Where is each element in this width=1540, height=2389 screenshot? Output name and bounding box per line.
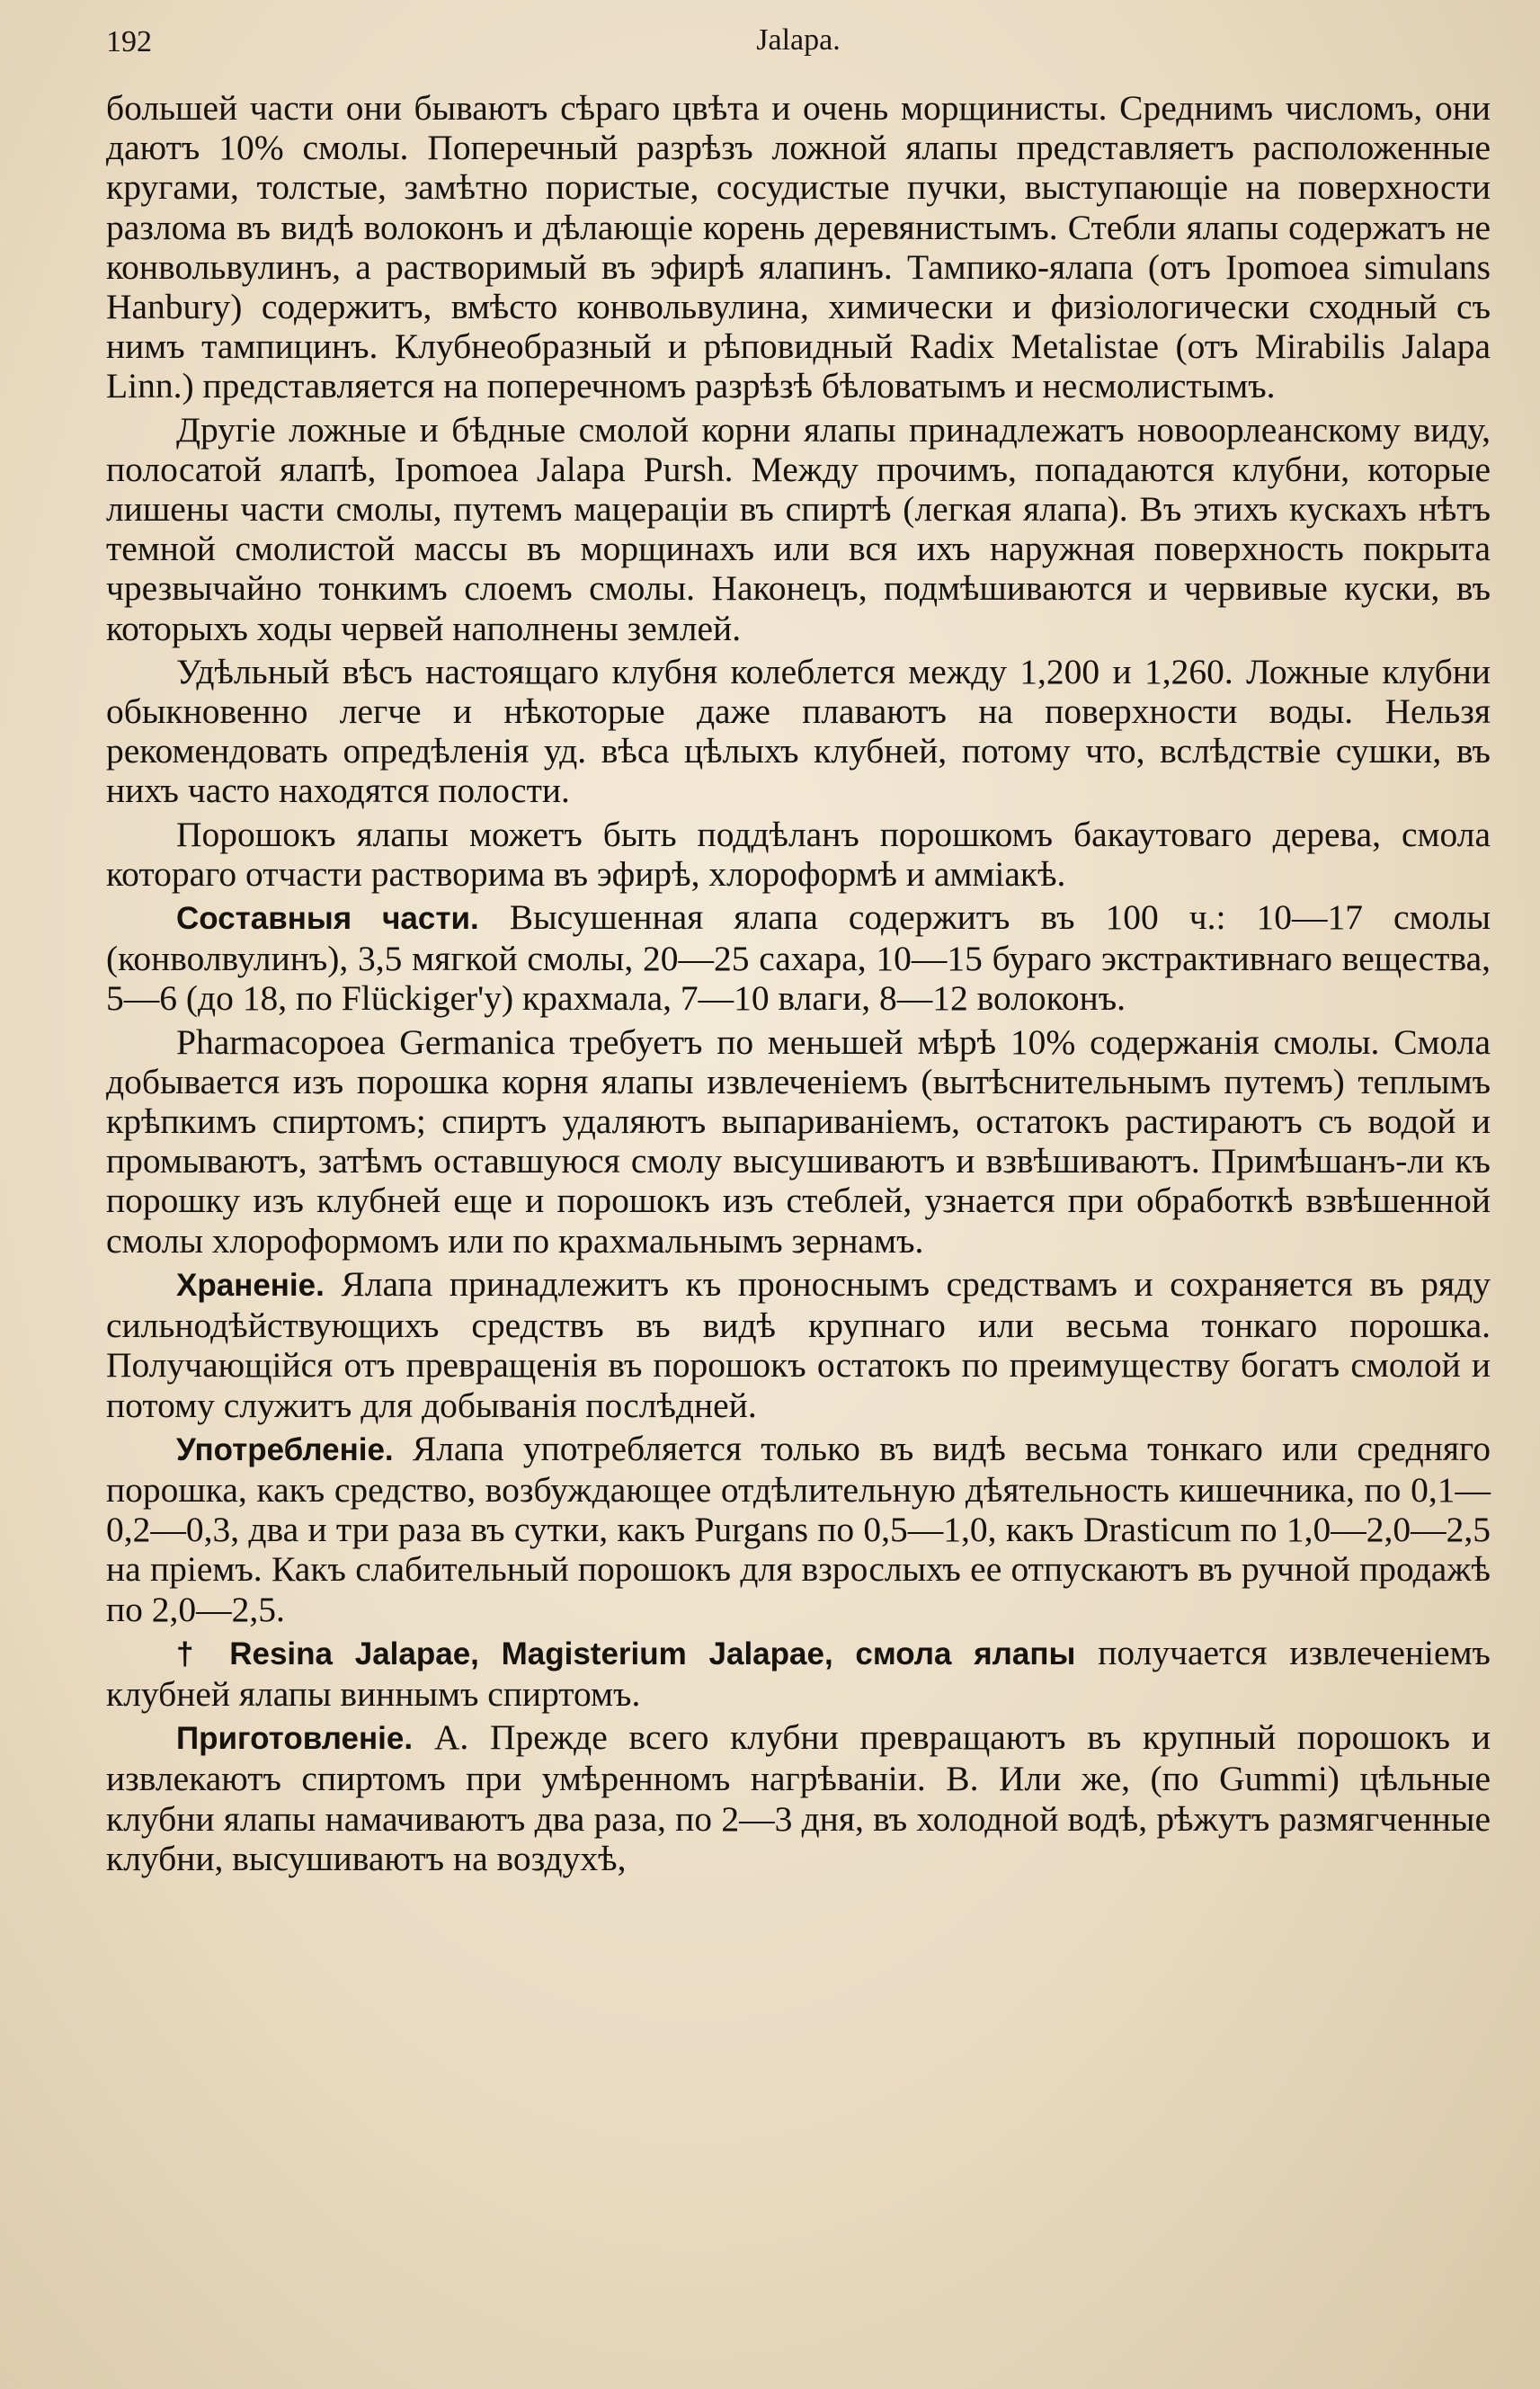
paragraph-text: A. Прежде всего клубни превращаютъ въ крупный порошокъ и извлекаютъ спиртомъ при умѣренномъ нагрѣваніи. B. Или же, (по Gummi) цѣльные клубни ялапы намачиваютъ два раза, по 2—3 дня, въ холодной водѣ, рѣжутъ размягченные клубни, высушиваютъ на воздухѣ,: [106, 1717, 1491, 1878]
section-heading: Храненіе.: [176, 1267, 325, 1303]
paragraph-resina-jalapae: [106, 1633, 1491, 1714]
paragraph-continuation: [106, 88, 1491, 406]
section-heading: Приготовленіе.: [176, 1721, 414, 1757]
page-number: 192: [106, 25, 152, 58]
paragraph-usage: [106, 1429, 1491, 1629]
page-header: [106, 20, 1491, 74]
section-heading: Употребленіе.: [176, 1431, 394, 1467]
text-body: [106, 88, 1491, 1882]
paragraph-pharmacopoea: [106, 1022, 1491, 1261]
paragraph-text: Другіе ложные и бѣдные смолой корни ялапы принадлежатъ новоорлеанскому виду, полосатой ялапѣ, Ipomoea Jalapa Pursh. Между прочимъ, попадаются клубни, которые лишены части смолы, путемъ мацераціи въ спиртѣ (легкая ялапа). Въ этихъ кускахъ нѣтъ темной смолистой массы въ морщинахъ или вся ихъ наружная поверхность покрыта чрезвычайно тонкимъ слоемъ смолы. Наконецъ, подмѣшиваются и червивые куски, въ которыхъ ходы червей наполнены землей.: [106, 409, 1491, 648]
paragraph-adulteration: [106, 815, 1491, 894]
paragraph-text: Порошокъ ялапы можетъ быть поддѣланъ порошкомъ бакаутоваго дерева, смола котораго отчасти растворима въ эфирѣ, хлороформѣ и аммiакѣ.: [106, 814, 1491, 894]
section-heading: Pharmacopoea Germanica: [176, 1021, 556, 1062]
paragraph-false-roots: [106, 410, 1491, 648]
paragraph-specific-gravity: [106, 652, 1491, 811]
paragraph-text: большей части они бываютъ сѣраго цвѣта и очень морщинисты. Среднимъ числомъ, они даютъ 10% смолы. Поперечный разрѣзъ ложной ялапы представляетъ расположенные кругами, толстые, замѣтно пористые, сосудистые пучки, выступающіе на поверхности разлома въ видѣ волоконъ и дѣлающіе корень деревянистымъ. Стебли ялапы содержатъ не конвольвулинъ, а растворимый въ эфирѣ ялапинъ. Тампико-ялапа (отъ Ipomoea simulans Hanbury) содержитъ, вмѣсто конвольвулина, химически и физіологически сходный съ нимъ тампицинъ. Клубнеобразный и рѣповидный Radix Metalistae (отъ Mirabilis Jalapa Linn.) представляется на поперечномъ разрѣзѣ бѣловатымъ и несмолистымъ.: [106, 88, 1491, 406]
paragraph-text: получается извлеченіемъ клубней ялапы виннымъ спиртомъ.: [106, 1632, 1491, 1714]
section-heading: † Resina Jalapae, Magisterium Jalapae, смола ялапы: [176, 1636, 1076, 1671]
paragraph-text: Удѣльный вѣсъ настоящаго клубня колеблется между 1,200 и 1,260. Ложные клубни обыкновенно легче и нѣкоторые даже плаваютъ на поверхности воды. Нельзя рекомендовать опредѣленія уд. вѣса цѣлыхъ клубней, потому что, вслѣдствіе сушки, въ нихъ часто находятся полости.: [106, 651, 1491, 811]
paragraph-constituents: [106, 897, 1491, 1019]
paragraph-text: Ялапа употребляется только въ видѣ весьма тонкаго или средняго порошка, какъ средство, возбуждающее отдѣлительную дѣятельность кишечника, по 0,1—0,2—0,3, два и три раза въ сутки, какъ Purgans по 0,5—1,0, какъ Drasticum по 1,0—2,0—2,5 на пріемъ. Какъ слабительный порошокъ для взрослыхъ ее отпускаютъ въ ручной продажѣ по 2,0—2,5.: [106, 1428, 1491, 1629]
paragraph-text: требуетъ по меньшей мѣрѣ 10% содержанія смолы. Смола добывается изъ порошка корня ялапы извлеченіемъ (вытѣснительнымъ путемъ) теплымъ крѣпкимъ спиртомъ; спиртъ удаляютъ выпариваніемъ, остатокъ растираютъ съ водой и промываютъ, затѣмъ оставшуюся смолу высушиваютъ и взвѣшиваютъ. Примѣшанъ-ли къ порошку изъ клубней еще и порошокъ изъ стеблей, узнается при обработкѣ взвѣшенной смолы хлороформомъ или по крахмальнымъ зернамъ.: [106, 1021, 1491, 1261]
paragraph-storage: [106, 1264, 1491, 1425]
paragraph-text: Высушенная ялапа содержитъ въ 100 ч.: 10—17 смолы (конволвулинъ), 3,5 мягкой смолы, 20—25 сахара, 10—15 бураго экстрактивнаго вещества, 5—6 (до 18, по Flückiger'у) крахмала, 7—10 влаги, 8—12 волоконъ.: [106, 897, 1491, 1019]
paragraph-preparation: [106, 1717, 1491, 1878]
running-title: Jalapa.: [756, 23, 841, 57]
paragraph-text: Ялапа принадлежитъ къ проноснымъ средствамъ и сохраняется въ ряду сильнодѣйствующихъ средствъ въ видѣ крупнаго или весьма тонкаго порошка. Получающійся отъ превращенія въ порошокъ остатокъ по преимуществу богатъ смолой и потому служитъ для добыванія послѣдней.: [106, 1263, 1491, 1425]
section-heading: Составныя части.: [176, 901, 479, 937]
